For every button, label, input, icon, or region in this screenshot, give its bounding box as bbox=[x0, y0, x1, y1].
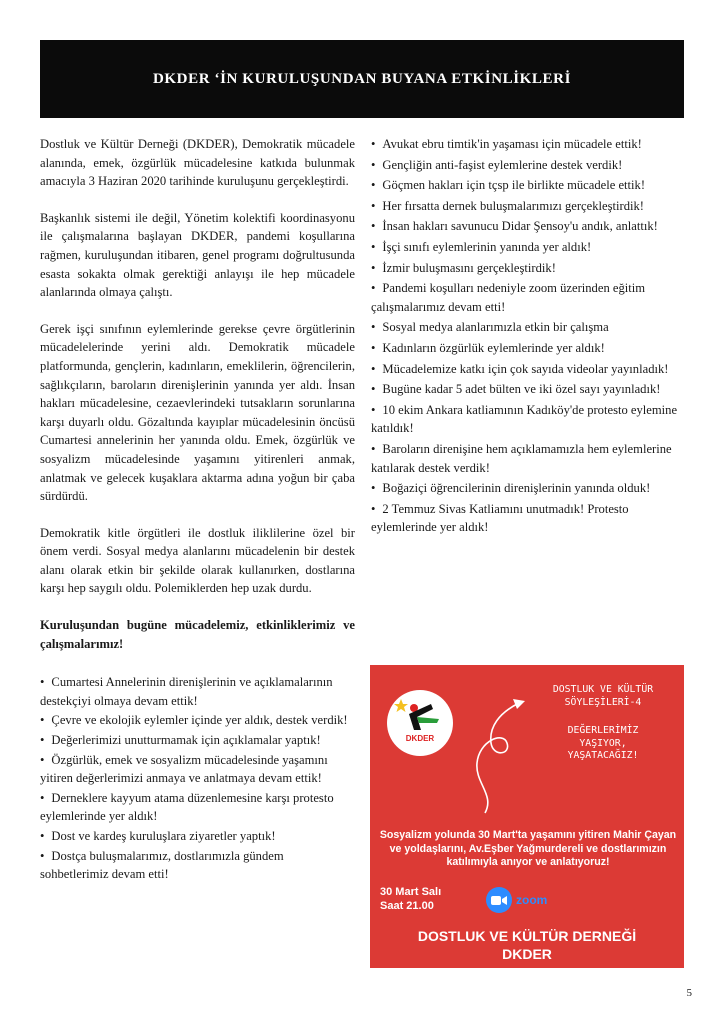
list-item: • Dostça buluşmalarımız, dostlarımızla gündem sohbetlerimiz devam etti! bbox=[40, 847, 355, 884]
list-item: • Boğaziçi öğrencilerinin direnişlerinin yanında olduk! bbox=[371, 479, 686, 498]
swirl-arrow-icon bbox=[455, 695, 535, 825]
activities-list-left bbox=[40, 673, 355, 884]
zoom-camera-icon bbox=[486, 887, 512, 913]
event-poster bbox=[370, 665, 684, 968]
paragraph-struggles: Gerek işçi sınıfının eylemlerinde gerekse çevre örgütlerinin mücadelelerinde yerini aldı. Demokratik mücadele platformunda, gençlerin, kadınların, emeklilerin, öğrencilerin, sağlıkçıların, baroların direnişlerinin yanında yer aldı. İnsan hakları mücadelesine, cezaevlerindeki tutsakların sorunlarına karşı duyarlı oldu. Gözaltında kayıplar mücadelesinin öncüsü Cumartesi annelerinin her yanında oldu. Emek, özgürlük ve sosyalizm mücadelesinde yaşamını yitirenleri anmak, anlatmak ve gelecek kuşaklara aktarma adına yoğun bir çaba sürdürdü. bbox=[40, 321, 355, 504]
list-item: • Değerlerimizi unutturmamak için açıklamalar yaptık! bbox=[40, 731, 355, 750]
list-item: • Avukat ebru timtik'in yaşaması için mücadele ettik! bbox=[371, 135, 686, 154]
activities-list-right bbox=[371, 135, 686, 537]
poster-series-title: DOSTLUK VE KÜLTÜR SÖYLEŞİLERİ-4 bbox=[552, 684, 654, 708]
list-item: • Göçmen hakları için tçsp ile birlikte mücadele ettik! bbox=[371, 176, 686, 195]
list-item: • Pandemi koşulları nedeniyle zoom üzerinden eğitim çalışmalarımız devam etti! bbox=[371, 279, 686, 316]
list-item: • 2 Temmuz Sivas Katliamını unutmadık! Protesto eylemlerinde yer aldık! bbox=[371, 500, 686, 537]
paragraph-relations: Demokratik kitle örgütleri ile dostluk iliklilerine özel bir önem verdi. Sosyal medya alanlarını mücadelenin bir destek alanı olarak etkin bir şekilde olarak kullanırken, dostlarına karşı hep saygılı oldu. Polemiklerden hep uzak durdu. bbox=[40, 525, 355, 596]
poster-slogan: DEĞERLERİMİZ YAŞIYOR, YAŞATACAĞIZ! bbox=[567, 725, 639, 761]
list-item: • Her fırsatta dernek buluşmalarımızı gerçekleştirdik! bbox=[371, 197, 686, 216]
dkder-logo bbox=[387, 690, 453, 756]
figure-icon bbox=[387, 690, 453, 756]
list-item: • Sosyal medya alanlarımızla etkin bir çalışma bbox=[371, 318, 686, 337]
poster-organization bbox=[370, 927, 684, 963]
left-column bbox=[40, 135, 355, 885]
list-item: • Derneklere kayyum atama düzenlemesine karşı protesto eylemlerinde yer aldık! bbox=[40, 789, 355, 826]
list-item: • Çevre ve ekolojik eylemler içinde yer aldık, destek verdik! bbox=[40, 711, 355, 730]
right-column bbox=[371, 135, 686, 539]
organization-name: DOSTLUK VE KÜLTÜR DERNEĞİ bbox=[417, 928, 637, 944]
zoom-badge bbox=[486, 887, 547, 913]
list-item: • Kadınların özgürlük eylemlerinde yer aldık! bbox=[371, 339, 686, 358]
page-title: DKDER ‘İN KURULUŞUNDAN BUYANA ETKİNLİKLERİ bbox=[152, 70, 572, 87]
poster-description: Sosyalizm yolunda 30 Mart'ta yaşamını yitiren Mahir Çayan ve yoldaşlarını, Av.Eşber Yağmurdereli ve dostlarımızın katılımıyla anıyor ve anlatıyoruz! bbox=[379, 829, 677, 868]
poster-date-time: 30 Mart Salı Saat 21.00 bbox=[380, 886, 442, 912]
page-header bbox=[40, 40, 684, 118]
list-item: • İzmir buluşmasını gerçekleştirdik! bbox=[371, 259, 686, 278]
list-item: • Gençliğin anti-faşist eylemlerine destek verdik! bbox=[371, 156, 686, 175]
list-item: • İnsan hakları savunucu Didar Şensoy'u andık, anlattık! bbox=[371, 217, 686, 236]
list-item: • Mücadelemize katkı için çok sayıda videolar yayınladık! bbox=[371, 360, 686, 379]
organization-short-name: DKDER bbox=[502, 946, 552, 962]
list-item: • Bugüne kadar 5 adet bülten ve iki özel sayı yayınladık! bbox=[371, 380, 686, 399]
list-item: • İşçi sınıfı eylemlerinin yanında yer aldık! bbox=[371, 238, 686, 257]
paragraph-intro: Dostluk ve Kültür Derneği (DKDER), Demokratik mücadele alanında, emek, özgürlük mücadelesine katkıda bulunmak amacıyla 3 Haziran 2020 tarihinde kuruluşunu gerçekleştirdi. bbox=[40, 137, 355, 189]
list-item: • Baroların direnişine hem açıklamamızla hem eylemlerine katılarak destek verdik! bbox=[371, 440, 686, 477]
section-subheading: Kuruluşundan bugüne mücadelemiz, etkinliklerimiz ve çalışmalarımız! bbox=[40, 618, 355, 651]
page-number: 5 bbox=[686, 987, 692, 999]
zoom-label: zoom bbox=[516, 893, 548, 907]
list-item: • Özgürlük, emek ve sosyalizm mücadelesinde yaşamını yitiren değerlerimizi anmaya ve anlatmaya devam ettik! bbox=[40, 751, 355, 788]
list-item: • Cumartesi Annelerinin direnişlerinin ve açıklamalarının destekçiyi olmaya devam ettik! bbox=[40, 673, 355, 710]
logo-text: DKDER bbox=[405, 734, 435, 743]
list-item: • 10 ekim Ankara katliamının Kadıköy'de protesto eylemine katıldık! bbox=[371, 401, 686, 438]
paragraph-management: Başkanlık sistemi ile değil, Yönetim kolektifi koordinasyonu ile çalışmalarına başlayan DKDER, pandemi koşullarına rağmen, kuruluşundan itibaren, genel programı doğrultusunda esasta sokakta olmak gerektiği anlayışı ile hep mücadele alanlarında olmaya çalıştı. bbox=[40, 210, 355, 300]
list-item: • Dost ve kardeş kuruluşlara ziyaretler yaptık! bbox=[40, 827, 355, 846]
